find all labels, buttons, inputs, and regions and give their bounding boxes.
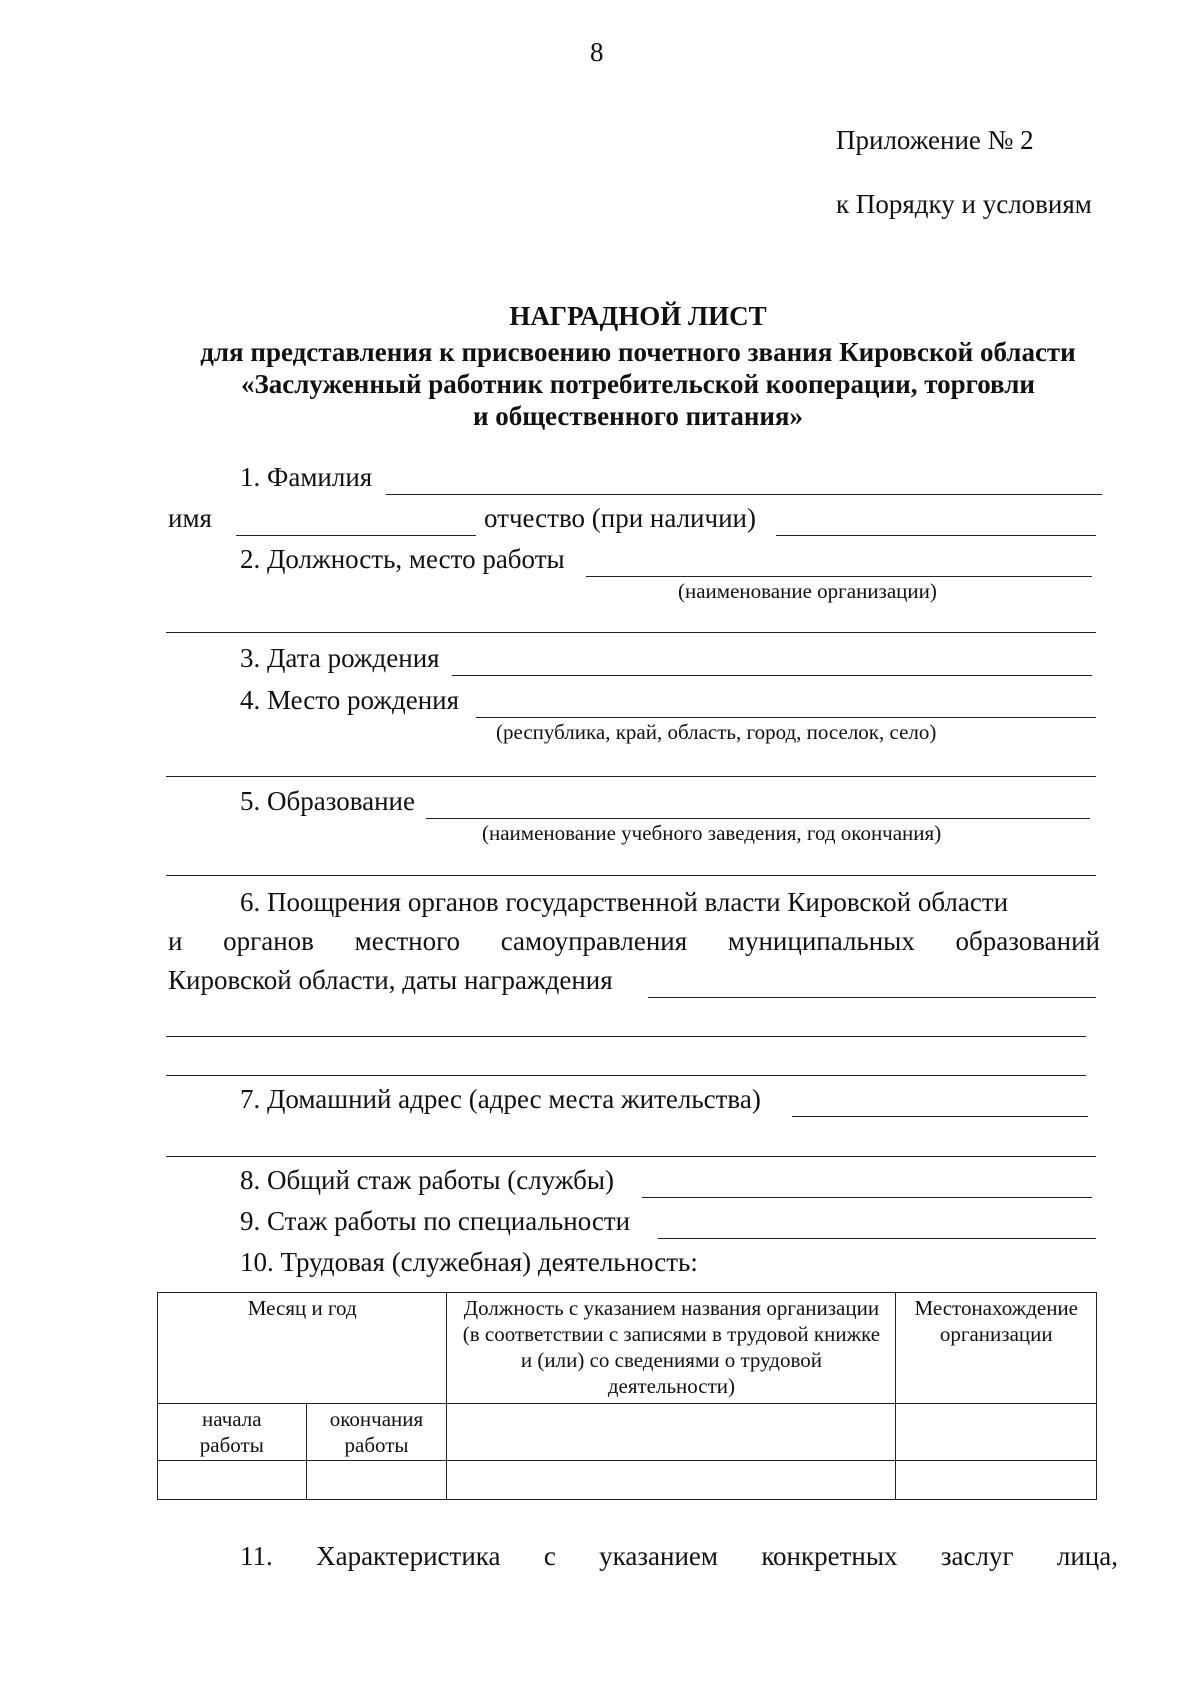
field-education-hint: (наименование учебного заведения, год окончания) bbox=[482, 821, 942, 845]
field-education-line[interactable] bbox=[426, 818, 1090, 819]
characteristic-word-3: с bbox=[543, 1541, 556, 1571]
characteristic-word-4: указанием bbox=[599, 1541, 718, 1571]
field-name-label: имя bbox=[168, 503, 212, 533]
table-header-location: Местонахождение организации bbox=[896, 1293, 1097, 1404]
field-specialty-experience-label: 9. Стаж работы по специальности bbox=[240, 1206, 631, 1236]
table-cell-location[interactable] bbox=[896, 1404, 1097, 1461]
field-education-label: 5. Образование bbox=[240, 786, 415, 816]
field-address-line-2[interactable] bbox=[166, 1156, 1096, 1157]
field-awards-line-3: Кировской области, даты награждения bbox=[168, 965, 613, 995]
document-title: НАГРАДНОЙ ЛИСТ bbox=[509, 301, 767, 331]
appendix-label: Приложение № 2 bbox=[836, 125, 1034, 155]
awards-word-2: органов bbox=[223, 926, 314, 956]
field-patronymic-line[interactable] bbox=[776, 535, 1096, 536]
field-birthplace-hint: (республика, край, область, город, поселок, село) bbox=[496, 720, 937, 744]
field-position-label: 2. Должность, место работы bbox=[240, 544, 565, 574]
table-subheader-start: начала работы bbox=[158, 1404, 307, 1461]
table-cell-location-2[interactable] bbox=[896, 1461, 1097, 1500]
awards-word-5: муниципальных bbox=[727, 926, 915, 956]
field-position-line-2[interactable] bbox=[166, 632, 1096, 633]
field-total-experience-label: 8. Общий стаж работы (службы) bbox=[240, 1165, 614, 1195]
field-birthplace-label: 4. Место рождения bbox=[240, 685, 460, 715]
characteristic-word-1: 11. bbox=[240, 1541, 273, 1571]
field-work-history-label: 10. Трудовая (служебная) деятельность: bbox=[240, 1247, 698, 1277]
appendix-reference: к Порядку и условиям bbox=[836, 189, 1092, 219]
table-header-position: Должность с указанием названия организации (в соответствии с записями в трудовой книжке и (или) со сведениями о трудовой деятельности) bbox=[447, 1293, 896, 1404]
awards-word-4: самоуправления bbox=[500, 926, 688, 956]
table-cell-start[interactable] bbox=[158, 1461, 307, 1500]
field-awards-line-2-blank[interactable] bbox=[166, 1036, 1086, 1037]
field-awards-line-3-blank[interactable] bbox=[166, 1075, 1086, 1076]
characteristic-word-7: лица, bbox=[1056, 1541, 1118, 1571]
table-header-month-year: Месяц и год bbox=[158, 1293, 447, 1404]
awards-word-3: местного bbox=[354, 926, 461, 956]
field-surname-label: 1. Фамилия bbox=[240, 462, 373, 492]
table-cell-position[interactable] bbox=[447, 1404, 896, 1461]
awards-word-6: образований bbox=[955, 926, 1100, 956]
field-surname-line[interactable] bbox=[386, 494, 1102, 495]
field-name-line[interactable] bbox=[236, 535, 476, 536]
field-awards-label: 6. Поощрения органов государственной власти Кировской области bbox=[240, 887, 1009, 917]
characteristic-word-5: конкретных bbox=[761, 1541, 898, 1571]
field-characteristic-line bbox=[240, 1540, 1118, 1572]
field-birthplace-line[interactable] bbox=[476, 717, 1096, 718]
field-birthdate-label: 3. Дата рождения bbox=[240, 643, 440, 673]
field-awards-line-2 bbox=[168, 925, 1100, 957]
page-number: 8 bbox=[590, 37, 604, 67]
characteristic-word-6: заслуг bbox=[940, 1541, 1014, 1571]
field-address-line[interactable] bbox=[792, 1116, 1088, 1117]
table-cell-end[interactable] bbox=[306, 1461, 447, 1500]
field-position-line[interactable] bbox=[586, 576, 1092, 577]
title-subline-2: «Заслуженный работник потребительской кооперации, торговли bbox=[241, 369, 1035, 399]
field-awards-line[interactable] bbox=[648, 997, 1096, 998]
work-history-table bbox=[157, 1292, 1097, 1500]
table-subheader-end: окончания работы bbox=[306, 1404, 447, 1461]
field-total-experience-line[interactable] bbox=[642, 1197, 1092, 1198]
field-specialty-experience-line[interactable] bbox=[658, 1238, 1096, 1239]
title-subline-3: и общественного питания» bbox=[472, 401, 804, 431]
field-education-line-2[interactable] bbox=[166, 875, 1096, 876]
field-position-hint: (наименование организации) bbox=[678, 579, 937, 603]
awards-word-1: и bbox=[168, 926, 183, 956]
characteristic-word-2: Характеристика bbox=[316, 1541, 501, 1571]
field-birthplace-line-2[interactable] bbox=[166, 776, 1096, 777]
title-subline-1: для представления к присвоению почетного звания Кировской области bbox=[200, 337, 1076, 367]
field-birthdate-line[interactable] bbox=[452, 675, 1092, 676]
table-cell-position-2[interactable] bbox=[447, 1461, 896, 1500]
field-address-label: 7. Домашний адрес (адрес места жительства) bbox=[240, 1084, 761, 1114]
field-patronymic-label: отчество (при наличии) bbox=[484, 503, 756, 533]
